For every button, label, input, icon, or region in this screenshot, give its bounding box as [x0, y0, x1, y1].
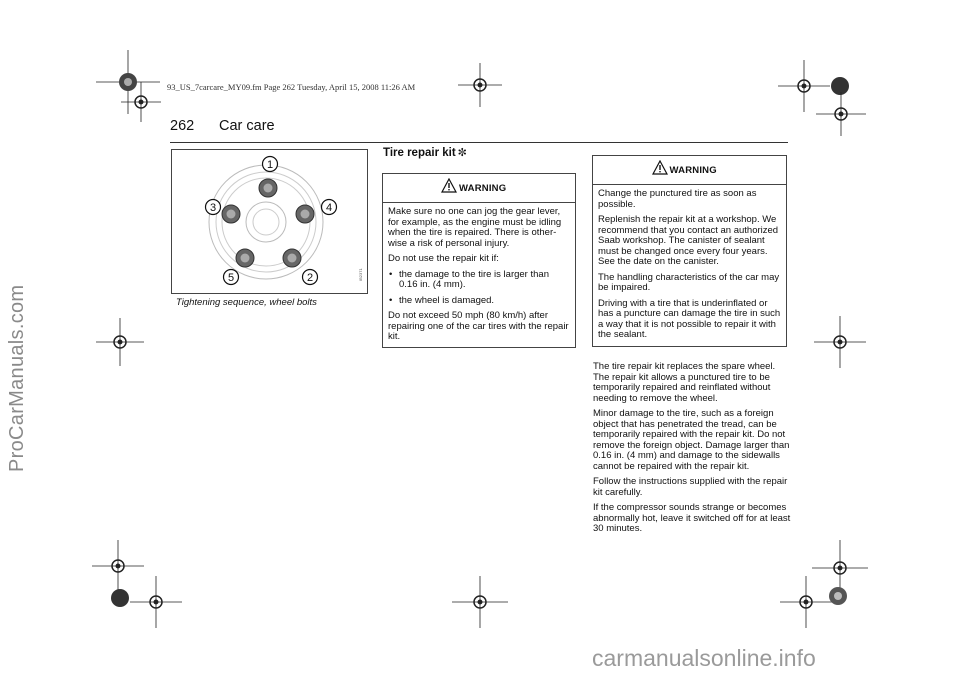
warning-text: The handling characteristics of the car may be impaired. — [598, 271, 780, 293]
warning-text: Change the punctured tire as soon as possible. — [598, 188, 757, 210]
body-paragraph: Follow the instructions supplied with the repair kit carefully. — [593, 476, 788, 498]
bolt-label-3: 3 — [209, 202, 217, 214]
wheel-bolt-figure — [171, 149, 368, 294]
warning-text: Make sure no one can jog the gear lever, for example, as the engine must be idling when the tire is repaired. There is other-wise a risk of personal injury. — [388, 206, 562, 249]
bolt-label-1: 1 — [266, 159, 274, 171]
warning-label: WARNING — [459, 183, 507, 194]
warning-text: Do not use the repair kit if: — [388, 253, 499, 264]
warning-text: Driving with a tire that is underinflated or has a puncture can damage the tire in such a way that it is not possible to repair it with the sealant. — [598, 297, 781, 340]
warning-box-1 — [382, 173, 576, 348]
body-paragraph: Minor damage to the tire, such as a foreign object that has penetrated the tread, can be temporarily repaired with the repair kit. Do not remove the foreign object. Damage larger than 0.16 in. (4 mm) and damage to the sidewalls cannot be repaired with the repair kit. — [593, 408, 790, 472]
tire-repair-kit-title: Tire repair kit — [383, 147, 456, 159]
warning-text: Do not exceed 50 mph (80 km/h) after repairing one of the car tires with the repair kit. — [388, 310, 569, 342]
bolt-label-4: 4 — [325, 202, 333, 214]
bolt-label-2: 2 — [306, 272, 314, 284]
warning-box-2 — [592, 155, 787, 347]
header-rule — [170, 142, 788, 143]
body-paragraph: The tire repair kit replaces the spare wheel. The repair kit allows a punctured tire to be temporarily repaired and reinflated without needing to remove the wheel. — [593, 361, 776, 404]
bullet-text: the damage to the tire is larger than 0.16 in. (4 mm). — [399, 268, 549, 290]
file-header: 93_US_7carcare_MY09.fm Page 262 Tuesday, April 15, 2008 11:26 AM — [167, 82, 416, 92]
registration-mark-icon — [452, 576, 508, 628]
warning-triangle-icon — [652, 160, 668, 175]
warning-header — [383, 174, 575, 203]
warning-header — [593, 156, 786, 185]
page-number: 262 — [170, 118, 195, 134]
registration-mark-icon — [814, 316, 866, 368]
registration-mark-icon — [816, 92, 866, 136]
body-text-column — [593, 362, 791, 540]
registration-mark-icon — [96, 318, 144, 366]
bullet-text: the wheel is damaged. — [399, 294, 495, 306]
figure-code: IB2371 — [358, 268, 363, 281]
registration-mark-icon — [458, 63, 502, 107]
section-title: Car care — [219, 118, 275, 134]
bolt-label-5: 5 — [227, 272, 235, 284]
registration-mark-icon — [130, 576, 182, 628]
body-paragraph: If the compressor sounds strange or becomes abnormally hot, leave it switched off for at least 30 minutes. — [593, 502, 791, 534]
wheel-illustration — [172, 150, 369, 295]
registration-mark-icon — [121, 82, 161, 122]
tire-repair-kit-heading — [383, 146, 467, 159]
bullet-item: • the damage to the tire is larger than 0.16 in. (4 mm). — [389, 268, 549, 290]
figure-caption: Tightening sequence, wheel bolts — [176, 297, 317, 308]
registration-mark-icon — [818, 576, 858, 616]
bullet-item: • the wheel is damaged. — [389, 294, 495, 306]
warning-triangle-icon — [441, 178, 457, 193]
optional-equipment-icon: ✼ — [457, 147, 467, 159]
watermark-bottom: carmanualsonline.info — [592, 645, 816, 671]
warning-text: Replenish the repair kit at a workshop. We recommend that you contact an authorized Saab workshop. The canister of sealant must be changed once every four years. See the date on the canister. — [598, 214, 779, 267]
warning-label: WARNING — [669, 165, 717, 176]
watermark-left: ProCarManuals.com — [6, 284, 28, 472]
